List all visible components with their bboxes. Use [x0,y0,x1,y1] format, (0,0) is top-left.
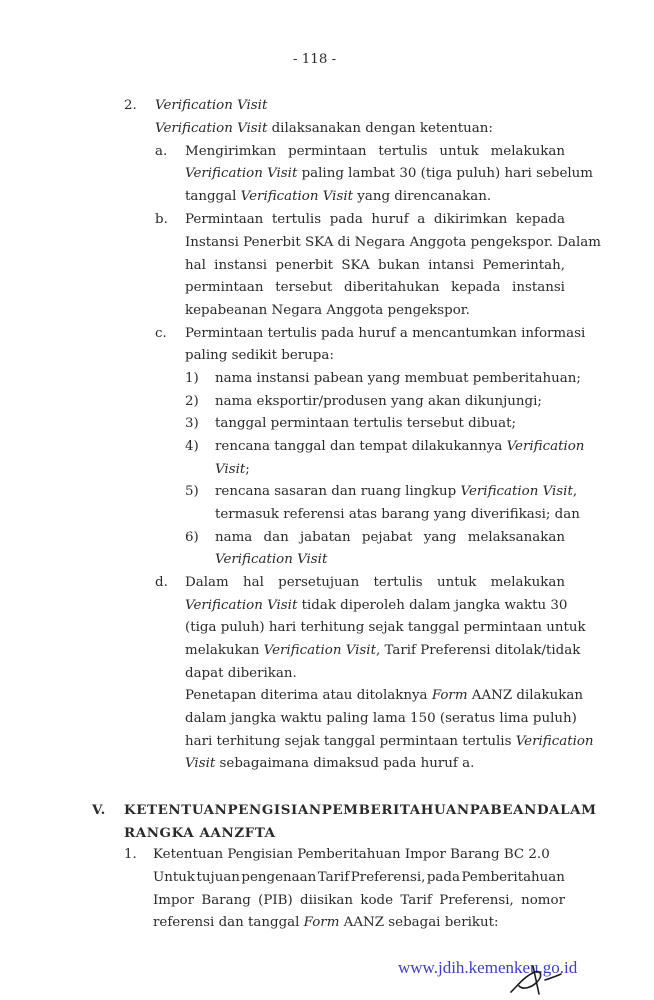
section-v-number: V. [92,802,106,818]
item-d-para-line2: dalam jangka waktu paling lama 150 (seratus lima puluh) [185,711,577,726]
item-d-line3: (tiga puluh) hari terhitung sejak tanggal permintaan untuk [185,620,586,635]
sub-item-5-continuation: termasuk referensi atas barang yang diverifikasi; dan [215,507,580,522]
footer-url: www.jdih.kemenkeu.go.id [398,958,578,977]
page-number: - 118 - [293,52,337,67]
section-v-item1-number: 1. [124,847,137,862]
sub-item-4-text: rencana tanggal dan tempat dilakukannya Verification [215,439,585,454]
item-c-label: c. [155,326,167,341]
item-d-line1: Dalam hal persetujuan tertulis untuk melakukan [185,575,565,590]
item-d-line2: Verification Visit tidak diperoleh dalam jangka waktu 30 [185,598,568,613]
sub-item-1-number: 1) [185,371,199,386]
item-d-para-line4: Visit sebagaimana dimaksud pada huruf a. [185,756,475,771]
item-b-label: b. [155,212,168,227]
item-a-line2: Verification Visit paling lambat 30 (tiga puluh) hari sebelum [185,166,593,181]
item-d-para-line3: hari terhitung sejak tanggal permintaan tertulis Verification [185,734,594,749]
item-a-line3: tanggal Verification Visit yang direncanakan. [185,189,492,204]
sub-item-6-text: nama dan jabatan pejabat yang melaksanakan [215,530,565,545]
item-b-line1: Permintaan tertulis pada huruf a dikirimkan kepada [185,212,565,227]
item-b-line5: kepabeanan Negara Anggota pengekspor. [185,303,470,318]
section-v-item1-line1: Untuk tujuan pengenaan Tarif Preferensi, pada Pemberitahuan [153,870,565,885]
signature-mark [505,962,565,998]
item-d-label: d. [155,575,168,590]
sub-item-6-continuation: Verification Visit [215,552,328,567]
item-a-label: a. [155,144,168,159]
item2-number: 2. [124,98,137,113]
item-d-para-line1: Penetapan diterima atau ditolaknya Form AANZ dilakukan [185,688,583,703]
sub-item-2-text: nama eksportir/produsen yang akan dikunjungi; [215,394,542,409]
sub-item-3-number: 3) [185,416,199,431]
sub-item-5-number: 5) [185,484,199,499]
section-v-item1-line2: Impor Barang (PIB) diisikan kode Tarif Preferensi, nomor [153,893,565,908]
sub-item-4-continuation: Visit; [215,462,250,477]
section-v-item1-title: Ketentuan Pengisian Pemberitahuan Impor Barang BC 2.0 [153,847,550,862]
sub-item-4-number: 4) [185,439,199,454]
item-a-line1: Mengirimkan permintaan tertulis untuk melakukan [185,144,565,159]
section-v-title-line2: RANGKA AANZFTA [124,825,276,841]
item-b-line3: hal instansi penerbit SKA bukan intansi Pemerintah, [185,258,565,273]
sub-item-3-text: tanggal permintaan tertulis tersebut dibuat; [215,416,517,431]
item-d-line5: dapat diberikan. [185,666,297,681]
section-v-item1-line3: referensi dan tanggal Form AANZ sebagai berikut: [153,915,499,930]
sub-item-5-text: rencana sasaran dan ruang lingkup Verification Visit, [215,484,578,499]
item-c-line1: Permintaan tertulis pada huruf a mencantumkan informasi [185,326,586,341]
item-b-line4: permintaan tersebut diberitahukan kepada instansi [185,280,565,295]
item2-intro: Verification Visit dilaksanakan dengan ketentuan: [155,121,493,136]
sub-item-2-number: 2) [185,394,199,409]
item2-title: Verification Visit [155,98,268,113]
sub-item-1-text: nama instansi pabean yang membuat pemberitahuan; [215,371,581,386]
item-c-line2: paling sedikit berupa: [185,348,334,363]
item-d-line4: melakukan Verification Visit, Tarif Preferensi ditolak/tidak [185,643,581,658]
item-b-line2: Instansi Penerbit SKA di Negara Anggota pengekspor. Dalam [185,235,601,250]
sub-item-6-number: 6) [185,530,199,545]
section-v-title-line1: KETENTUAN PENGISIAN PEMBERITAHUAN PABEAN DALAM [124,802,597,818]
